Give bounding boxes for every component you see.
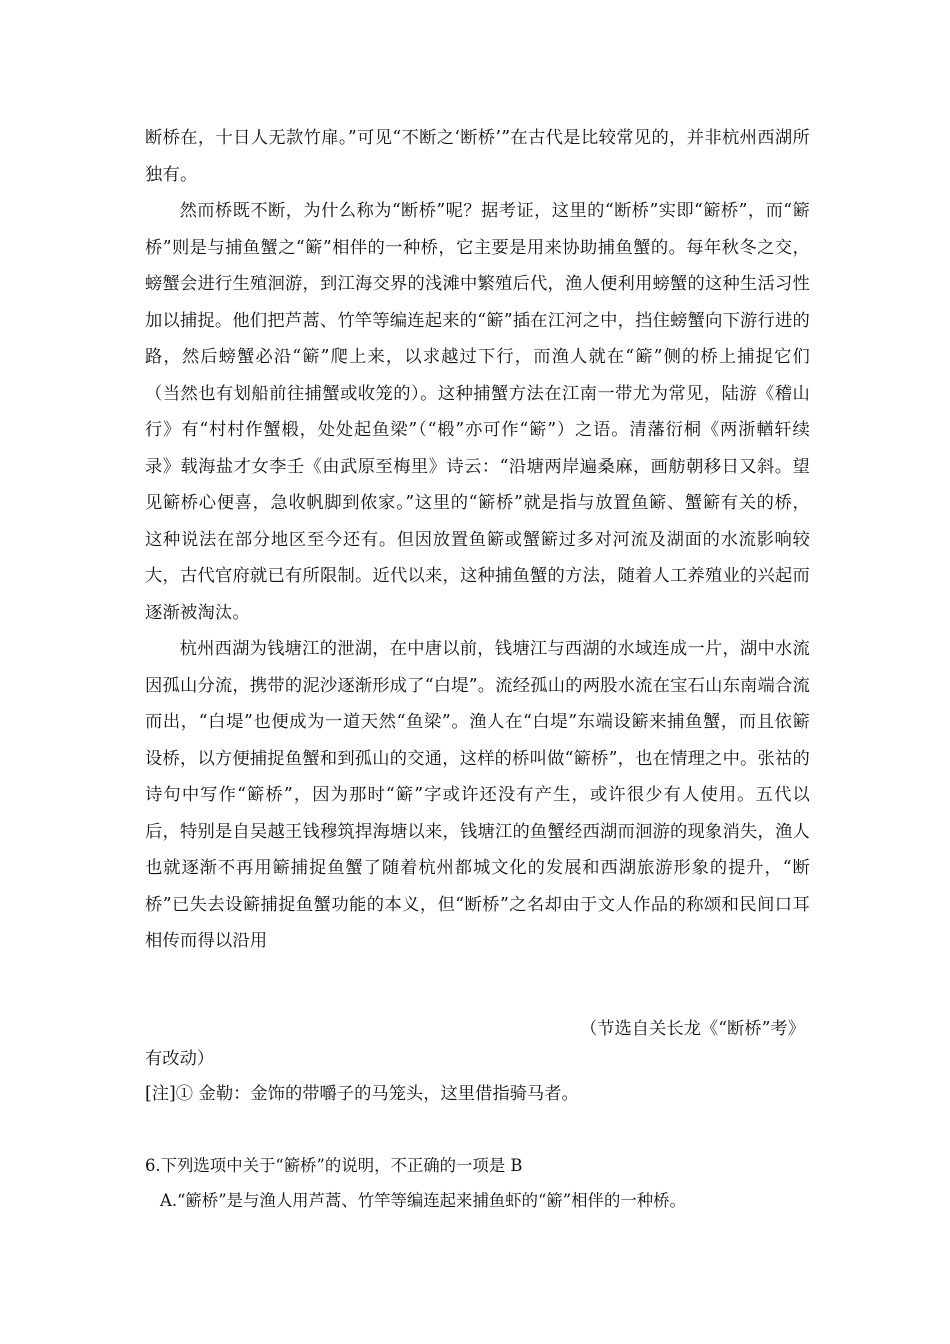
- paragraph-2: 然而桥既不断，为什么称为“断桥”呢？据考证，这里的“断桥”实即“簖桥”，而“簖桥”则是与捕鱼蟹之“簖”相伴的一种桥，它主要是用来协助捕鱼蟹的。每年秋冬之交，螃蟹会进行生殖洄游，到江海交界的浅滩中繁殖后代，渔人便利用螃蟹的这种生活习性加以捕捉。他们把芦蒿、竹竿等编连起来的“簖”插在江河之中，挡住螃蟹向下游行进的路，然后螃蟹必沿“簖”爬上来，以求越过下行，而渔人就在“簖”侧的桥上捕捉它们（当然也有划船前往捕蟹或收笼的）。这种捕蟹方法在江南一带尤为常见，陆游《稽山行》有“村村作蟹椴，处处起鱼梁”（“椴”亦可作“簖”）之语。清藩衍桐《两浙輶轩续录》载海盐才女李壬《由武原至梅里》诗云：“沿塘两岸遍桑麻，画舫朝移日又斜。望见簖桥心便喜，急收帆脚到侬家。”这里的“簖桥”就是指与放置鱼簖、蟹簖有关的桥，这种说法在部分地区至今还有。但因放置鱼簖或蟹簖过多对河流及湖面的水流影响较大，古代官府就已有所限制。近代以来，这种捕鱼蟹的方法，随着人工养殖业的兴起而逐渐被淘汰。: [145, 201, 810, 623]
- paragraph-3: 杭州西湖为钱塘江的泄湖，在中唐以前，钱塘江与西湖的水域连成一片，湖中水流因孤山分流，携带的泥沙逐渐形成了“白堤”。流经孤山的两股水流在宝石山东南端合流而出，“白堤”也便成为一道天然“鱼梁”。渔人在“白堤”东端设簖来捕鱼蟹，而且依簖设桥，以方便捕捉鱼蟹和到孤山的交通，这样的桥叫做“簖桥”，也在情理之中。张祜的诗句中写作“簖桥”，因为那时“簖”字或许还没有产生，或许很少有人使用。五代以后，特别是自吴越王钱穆筑捍海塘以来，钱塘江的鱼蟹经西湖而洄游的现象消失，渔人也就逐渐不再用簖捕捉鱼蟹了随着杭州都城文化的发展和西湖旅游形象的提升，“断桥”已失去设簖捕捉鱼蟹功能的本义，但“断桥”之名却由于文人作品的称颂和民间口耳相传而得以沿用: [145, 639, 810, 951]
- source-citation: （节选自关长龙《“断桥”考》: [579, 1019, 805, 1039]
- footnote: [注]① 金勒：金饰的带嚼子的马笼头，这里借指骑马者。: [145, 1084, 579, 1104]
- option-a: A.“簖桥”是与渔人用芦蒿、竹竿等编连起来捕鱼虾的“簖”相伴的一种桥。: [160, 1191, 686, 1210]
- source-citation-tail: 有改动）: [145, 1049, 215, 1069]
- article-body: [145, 120, 810, 960]
- paragraph-1: 断桥在，十日人无款竹扉。”可见“不断之‘断桥’”在古代是比较常见的，并非杭州西湖所独有。: [145, 128, 810, 185]
- question-stem: 6.下列选项中关于“簖桥”的说明，不正确的一项是 B: [145, 1156, 523, 1175]
